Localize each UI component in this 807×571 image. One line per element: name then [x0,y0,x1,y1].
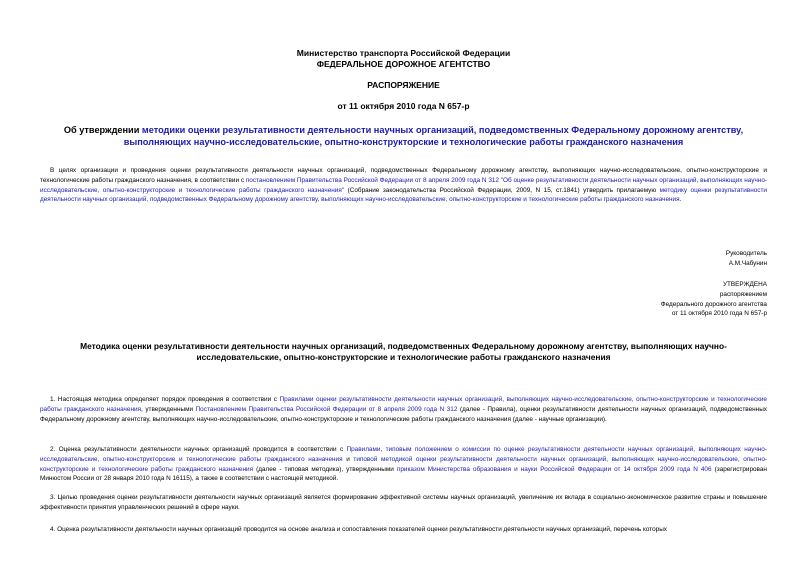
approval-line-2: распоряжением [719,290,767,298]
p2-text-5: (зарегистрирован Минюстом России от 28 января 2010 года N 16115), а также в соответствии с настоящей методикой. [40,465,767,483]
p1-text-1: 1. Настоящая методика определяет порядок проведения в соответствии с [50,396,280,403]
document-title [40,124,767,148]
typical-methodology-link[interactable]: типовой методикой оценки результативности деятельности научных организаций, выполняющих научно-исследовательские, опытно-конструкторские и технологические работы гражданского назначения [40,455,768,473]
resolution-312-link[interactable]: постановлением Правительства Российской Федерации от 8 апреля 2009 года N 312 "Об оценке результативности деятельности научных организаций, выполняющих научно-исследовательские, опытно-конструкторские и технологические работы гражданского назначения" [40,176,767,194]
signature-name: А.М.Чабунин [728,259,767,267]
paragraph-3: 3. Целью проведения оценки результативности деятельности научных организаций является формирование эффективной системы научных организаций, увеличение их вклада в социально-экономическое развитие страны и повышение эффективности принятия управленческих решений в сфере науки. [40,494,767,511]
p1-text-2: , утвержденными [141,405,196,413]
p2-text-2: , [380,446,386,453]
p1-text-3: (далее - Правила), оценки результативности деятельности научных организаций, подведомственных Федеральному дорожному агентству, выполняющих научно-исследовательские, опытно-конструкторские и технологические работы гражданского назначения (далее - научные организации). [40,405,767,423]
methodology-title: Методика оценки результативности деятельности научных организаций, подведомственных Федеральному дорожному агентству, выполняющих научно-исследовательские, опытно-конструкторские и технологические работы гражданского назначения [80,341,727,362]
signature-position: Руководитель [725,250,767,257]
signature-block [507,249,767,269]
intro-text-1: В целях организации и проведения оценки результативности деятельности научных организаций, подведомственных Федеральному дорожному агентству, выполняющих научно-исследовательские, опытно-конструкторские и технологические работы гражданского назначения, в соответствии с [40,167,767,184]
resolution-link[interactable]: Постановлением Правительства Российской Федерации от 8 апреля 2009 года N 312 [195,405,458,413]
paragraph-1 [40,395,767,424]
p2-text-3: и [342,455,354,463]
rules-link-2[interactable]: Правилами [346,446,381,453]
intro-text-2: (Собрание законодательства Российской Федерации, 2009, N 15, ст.1841) утвердить прилагаемую [344,186,660,194]
document-header [40,48,767,112]
ministry-order-link[interactable]: приказом Министерства образования и науки Российской Федерации от 14 октября 2009 года N 406 [396,465,712,473]
p2-text-1: 2. Оценка результативности деятельности научных организаций проводится в соответствии с [50,446,347,453]
paragraph-4: 4. Оценка результативности деятельности научных организаций проводится на основе анализа и сопоставления показателей оценки результативности деятельности научных организаций, перечень которых [50,526,667,533]
ministry-name: Министерство транспорта Российской Федерации [296,48,511,58]
methodology-link[interactable]: методику оценки результативности деятельности научных организаций, подведомственных Федеральному дорожному агентству, выполняющих научно-исследовательские, опытно-конструкторские и технологические работы гражданского назначения [40,186,767,204]
approval-block [507,280,767,319]
intro-paragraph [40,166,767,205]
approval-line-4: от 11 октября 2010 года N 657-р [671,310,767,318]
p2-text-4: (далее - типовая методика), утвержденными [253,465,397,473]
title-methodology-link[interactable]: методики оценки результативности деятельности научных организаций, подведомственных Федеральному дорожному агентству, выполняющих научно-исследовательские, опытно-конструкторские и технологические работы гражданского назначения [123,125,744,147]
commission-regulation-link[interactable]: типовым положением о комиссии по оценке результативности деятельности научных организаций, выполняющих научно-исследовательские, опытно-конструкторские и технологические работы гражданского назначения [40,446,767,463]
approval-line-1: УТВЕРЖДЕНА [722,281,767,288]
document-date-number: от 11 октября 2010 года N 657-р [337,101,470,111]
agency-name: ФЕДЕРАЛЬНОЕ ДОРОЖНОЕ АГЕНТСТВО [316,59,491,69]
intro-text-3: . [679,196,682,204]
paragraph-2 [40,445,767,484]
title-prefix: Об утверждении [63,125,142,135]
document-type: РАСПОРЯЖЕНИЕ [367,80,440,90]
approval-line-3: Федерального дорожного агентства [660,300,767,308]
rules-link[interactable]: Правилами оценки результативности деятельности научных организаций, выполняющих научно-исследовательские, опытно-конструкторские и технологические работы гражданского назначения [40,396,767,413]
